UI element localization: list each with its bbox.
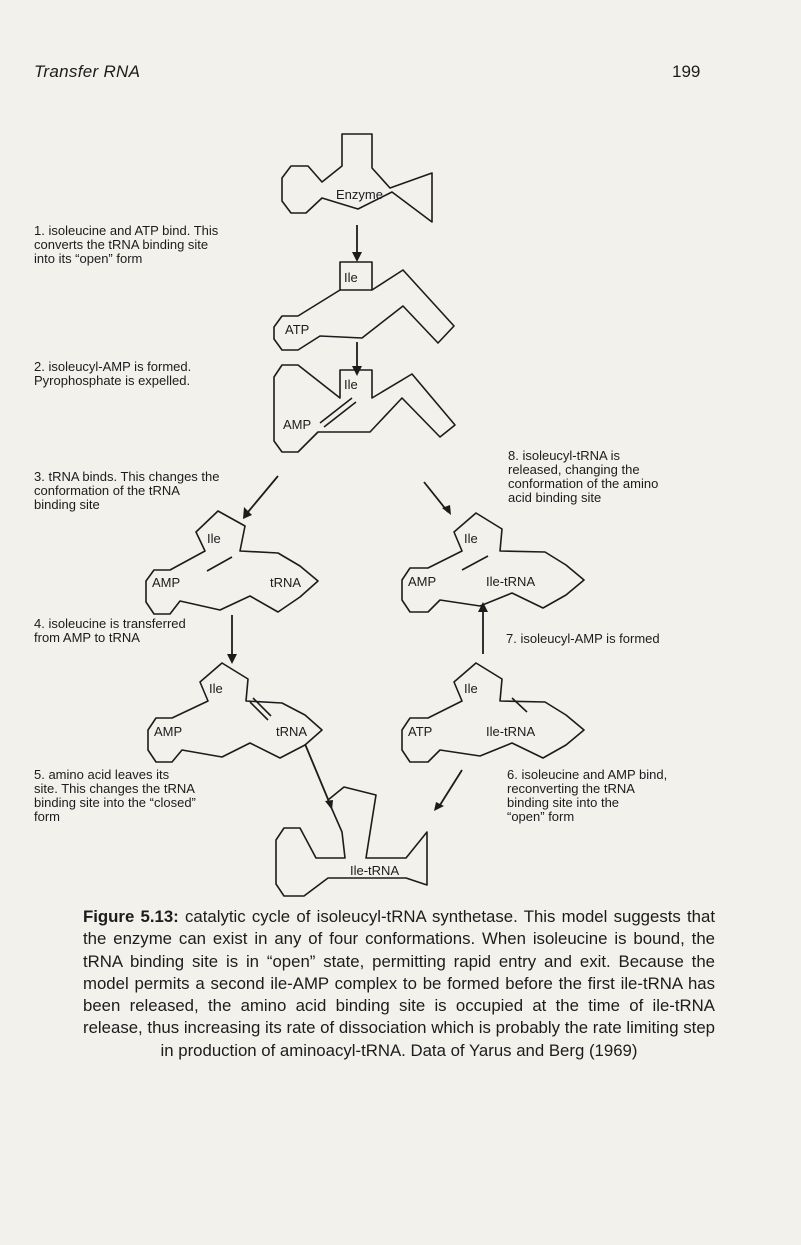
label-atp-6: ATP (408, 724, 433, 739)
step-3-text: 3. tRNA binds. This changes the conformation of the tRNA binding site (34, 469, 220, 512)
enzyme-ile-amp-trna (146, 511, 318, 614)
figure-caption (83, 906, 715, 1062)
label-amp-3: AMP (152, 575, 181, 590)
label-amp-2: AMP (283, 417, 312, 432)
label-ile-4: Ile (209, 681, 223, 696)
figure-caption-text: catalytic cycle of isoleucyl-tRNA synthetase. This model suggests that the enzyme can exist in any of four conformations. When isoleucine is bound, the tRNA binding site is in “open” state, permitting rapid entry and exit. Because the model permits a second ile-AMP complex to be formed before the first ile-tRNA has been released, the amino acid binding site is occupied at the time of ile-tRNA release, thus increasing its rate of dissociation which is probably the rate limiting step in production of aminoacyl-tRNA. Data of Yarus and Berg (1969) (83, 907, 715, 1060)
step-1-text: 1. isoleucine and ATP bind. This converts the tRNA binding site into its “open” form (34, 223, 219, 266)
label-ile-6: Ile (464, 681, 478, 696)
enzyme-ile-trna-released (276, 787, 427, 896)
label-ile-1: Ile (344, 270, 358, 285)
label-amp-4: AMP (154, 724, 183, 739)
label-ile-trna-6: Ile-tRNA (486, 724, 536, 739)
enzyme-closed (148, 663, 322, 762)
label-ile-2: Ile (344, 377, 358, 392)
step-7-text: 7. isoleucyl-AMP is formed (506, 631, 660, 646)
label-ile-7: Ile (464, 531, 478, 546)
label-trna-4: tRNA (276, 724, 308, 739)
step-6-text: 6. isoleucine and AMP bind, reconverting the tRNA binding site into the “open” form (507, 767, 668, 824)
label-trna-3: tRNA (270, 575, 302, 590)
step-4-text: 4. isoleucine is transferred from AMP to tRNA (34, 616, 186, 645)
running-title: Transfer RNA (34, 62, 141, 81)
figure-label: Figure 5.13: (83, 907, 179, 926)
enzyme-shape (282, 134, 432, 222)
enzyme-atp-ile-trna (402, 663, 584, 762)
step-5-text: 5. amino acid leaves its site. This changes the tRNA binding site into the “closed” form (34, 767, 196, 824)
step-8-text: 8. isoleucyl-tRNA is released, changing the conformation of the amino acid binding site (508, 448, 659, 505)
page-number: 199 (672, 62, 701, 81)
label-atp-1: ATP (285, 322, 310, 337)
transition-arrows (232, 225, 483, 805)
label-ile-trna-7: Ile-tRNA (486, 574, 536, 589)
label-ile-trna-5: Ile-tRNA (350, 863, 400, 878)
enzyme-ile-amp (274, 365, 455, 452)
enzyme-amp-ile-trna (402, 513, 584, 612)
label-ile-3: Ile (207, 531, 221, 546)
label-enzyme: Enzyme (336, 187, 383, 202)
step-2-text: 2. isoleucyl-AMP is formed. Pyrophosphate is expelled. (34, 359, 192, 388)
label-amp-7: AMP (408, 574, 437, 589)
